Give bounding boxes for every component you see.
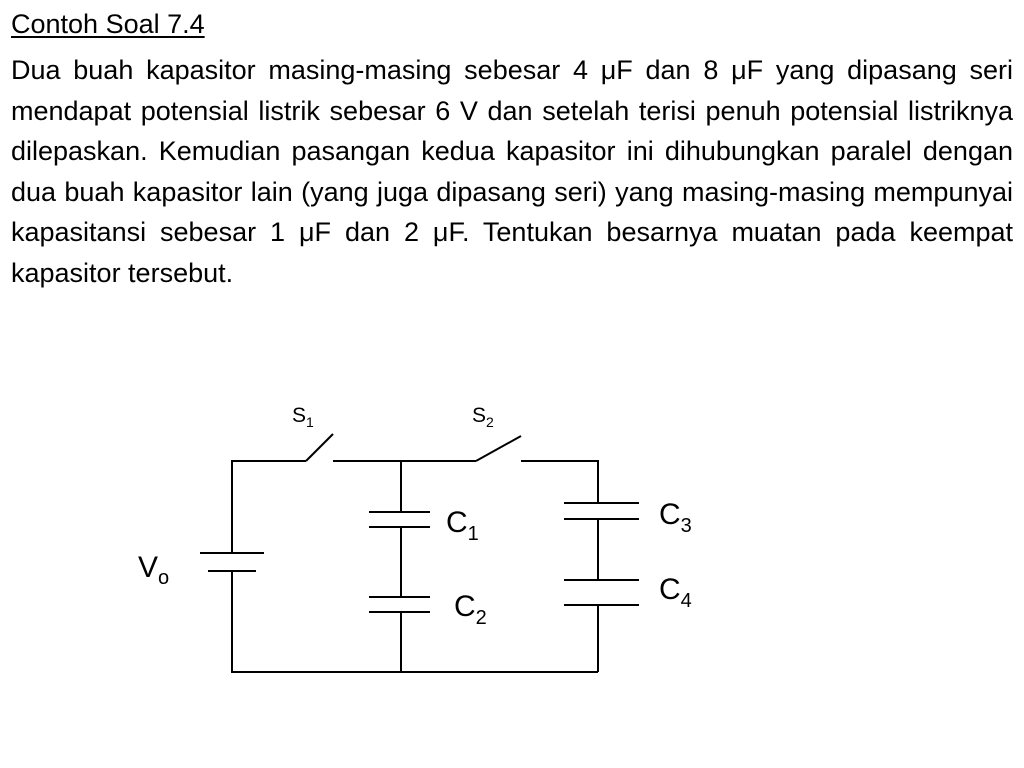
label-s2: $S_2$	[472, 404, 494, 430]
problem-text: Dua buah kapasitor masing-masing sebesar 4 μF dan 8 μF yang dipasang seri mendapat potensial listrik sebesar 6 V dan setelah terisi penuh potensial listriknya dilepaskan. Kemudian pasangan kedua kapasitor ini dihubungkan paralel dengan dua buah kapasitor lain (yang juga dipasang seri) yang masing-masing mempunyai kapasitansi sebesar 1 μF dan 2 μF. Tentukan besarnya muatan pada keempat kapasitor tersebut.	[11, 55, 1013, 288]
switch-s1	[306, 434, 333, 461]
wire-left-bottom	[232, 571, 598, 672]
label-c4: $C_4$	[659, 573, 692, 612]
wire-left-top	[232, 461, 306, 553]
label-c3: $C_3$	[659, 498, 692, 537]
label-c2: $C_2$	[454, 590, 487, 629]
label-s1: $S_1$	[292, 404, 314, 430]
wire-right-top	[521, 461, 598, 503]
slide-title: Contoh Soal 7.4	[11, 9, 205, 39]
switch-s2	[476, 436, 521, 461]
label-vo: $V_o$	[138, 551, 170, 589]
label-c1: $C_1$	[446, 506, 479, 545]
